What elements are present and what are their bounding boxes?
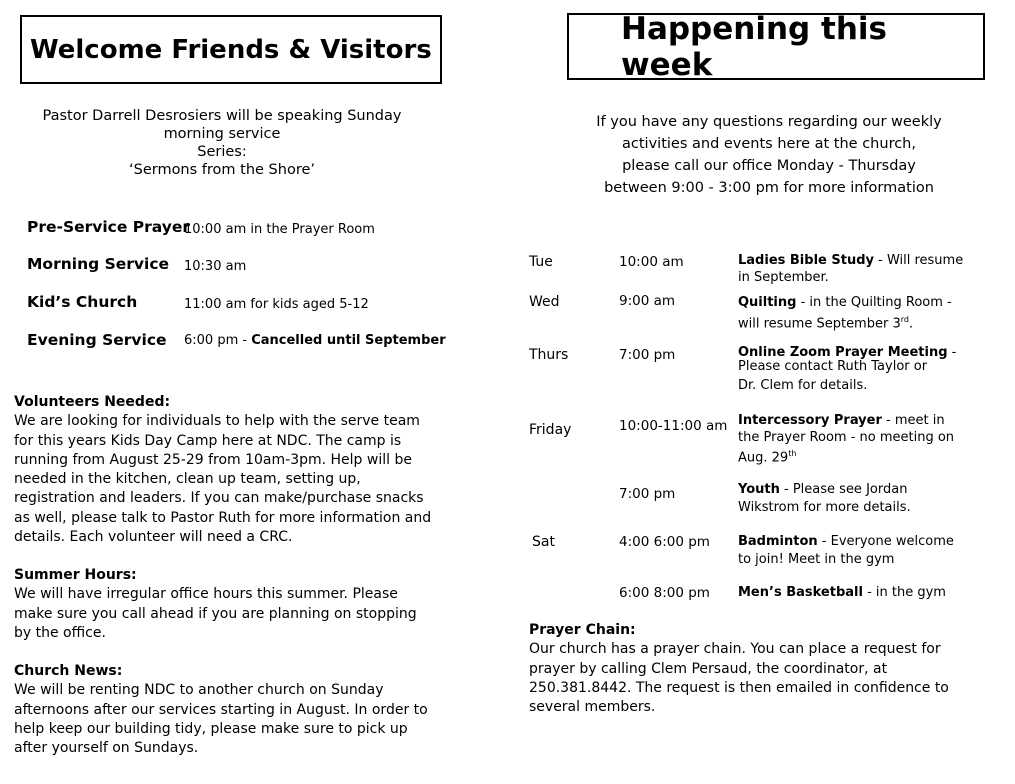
summer-section [14,566,460,643]
news-section [14,662,460,758]
event-line: Dr. Clem for details. [738,378,868,393]
service-detail: 10:00 am in the Prayer Room [184,222,375,237]
intro-line: Series: [197,144,247,160]
volunteers-line: registration and leaders. If you can make/purchase snacks [14,490,424,507]
schedule-event [738,585,978,602]
volunteers-heading: Volunteers Needed: [14,394,171,410]
summer-line: make sure you call ahead if you are planning on stopping [14,605,417,622]
event-title: Ladies Bible Study [738,253,874,268]
schedule-event [738,345,978,395]
event-title: Intercessory Prayer [738,413,882,428]
volunteers-line: as well, please talk to Pastor Ruth for more information and [14,509,432,526]
schedule-event [738,253,978,286]
service-name: Morning Service [27,255,170,273]
event-desc: - Everyone welcome to join! Meet in the gym [738,534,954,567]
schedule-event [738,533,968,569]
event-desc: - meet in the Prayer Room - no meeting on Aug. 29 [738,413,955,466]
news-line: afternoons after our services starting in August. In order to [14,701,428,718]
service-detail [184,333,446,348]
event-desc: - Please see Jordan Wikstrom for more details. [738,482,911,515]
schedule-day: Friday [529,422,572,438]
news-line: after yourself on Sundays. [14,740,199,757]
schedule-time: 10:00 am [619,254,684,270]
prayer-chain-section [529,621,979,717]
schedule-time: 6:00 8:00 pm [619,585,710,601]
questions-line: please call our office Monday - Thursday [622,158,916,174]
volunteers-line: needed in the kitchen, clean up team, setting up, [14,471,361,488]
prayer-chain-line: prayer by calling Clem Persaud, the coordinator, at [529,660,888,677]
schedule-event [738,481,938,517]
service-name: Kid’s Church [27,293,138,311]
volunteers-line: details. Each volunteer will need a CRC. [14,529,293,546]
schedule-event [738,413,966,467]
volunteers-line: We are looking for individuals to help with the serve team [14,413,420,430]
event-title: Youth [738,482,780,497]
summer-heading: Summer Hours: [14,567,137,583]
summer-line: by the office. [14,624,106,641]
volunteers-section [14,393,460,547]
news-line: help keep our building tidy, please make sure to pick up [14,720,408,737]
prayer-chain-line: 250.381.8442. The request is then emailed in confidence to [529,679,949,696]
service-name: Pre-Service Prayer [27,218,191,236]
event-desc: - in the gym [862,585,946,600]
sermon-intro [20,107,424,179]
event-desc: - in the Quilting Room - will resume September 3 [738,295,952,331]
schedule-time: 4:00 6:00 pm [619,534,710,550]
event-title: Quilting [738,295,797,310]
schedule-time: 9:00 am [619,293,676,309]
service-detail-time: 6:00 pm - [184,333,252,348]
event-title: Men’s Basketball [738,585,863,600]
schedule-day: Thurs [529,347,569,363]
event-line: Please contact Ruth Taylor or [738,358,928,374]
service-detail-cancelled: Cancelled until September [251,333,446,348]
schedule-event [738,295,958,332]
welcome-title-box [20,15,442,84]
prayer-chain-heading: Prayer Chain: [529,622,636,638]
event-desc: - Will resume in September. [738,253,964,285]
event-desc: - [947,345,957,360]
service-name: Evening Service [27,331,167,349]
happening-title: Happening this week [621,10,887,83]
questions-line: activities and events here at the church, [622,136,916,152]
event-desc-end: . [908,315,914,331]
schedule-day: Sat [532,534,555,550]
welcome-title: Welcome Friends & Visitors [30,34,432,65]
news-line: We will be renting NDC to another church on Sunday [14,682,384,699]
office-questions [560,111,978,199]
service-detail: 10:30 am [184,259,247,274]
event-sup: th [788,449,797,458]
service-detail: 11:00 am for kids aged 5-12 [184,297,369,312]
happening-title-box [567,10,985,83]
volunteers-line: running from August 25-29 from 10am-3pm. Help will be [14,451,412,468]
volunteers-line: for this years Kids Day Camp here at NDC. The camp is [14,432,402,449]
event-title: Online Zoom Prayer Meeting [738,345,948,360]
schedule-day: Tue [529,254,553,270]
schedule-day: Wed [529,294,560,310]
prayer-chain-line: Our church has a prayer chain. You can place a request for [529,641,941,658]
intro-line: Pastor Darrell Desrosiers will be speaking Sunday [42,108,402,124]
news-heading: Church News: [14,663,123,679]
schedule-time: 7:00 pm [619,347,676,363]
questions-line: between 9:00 - 3:00 pm for more information [604,180,934,196]
intro-line: ‘Sermons from the Shore’ [129,162,315,178]
event-sup: rd [900,314,909,324]
questions-line: If you have any questions regarding our weekly [596,114,942,130]
schedule-time: 7:00 pm [619,486,676,502]
summer-line: We will have irregular office hours this summer. Please [14,586,398,603]
schedule-time: 10:00-11:00 am [619,418,728,434]
intro-line: morning service [163,126,281,142]
event-title: Badminton [738,534,818,549]
prayer-chain-line: several members. [529,699,656,716]
